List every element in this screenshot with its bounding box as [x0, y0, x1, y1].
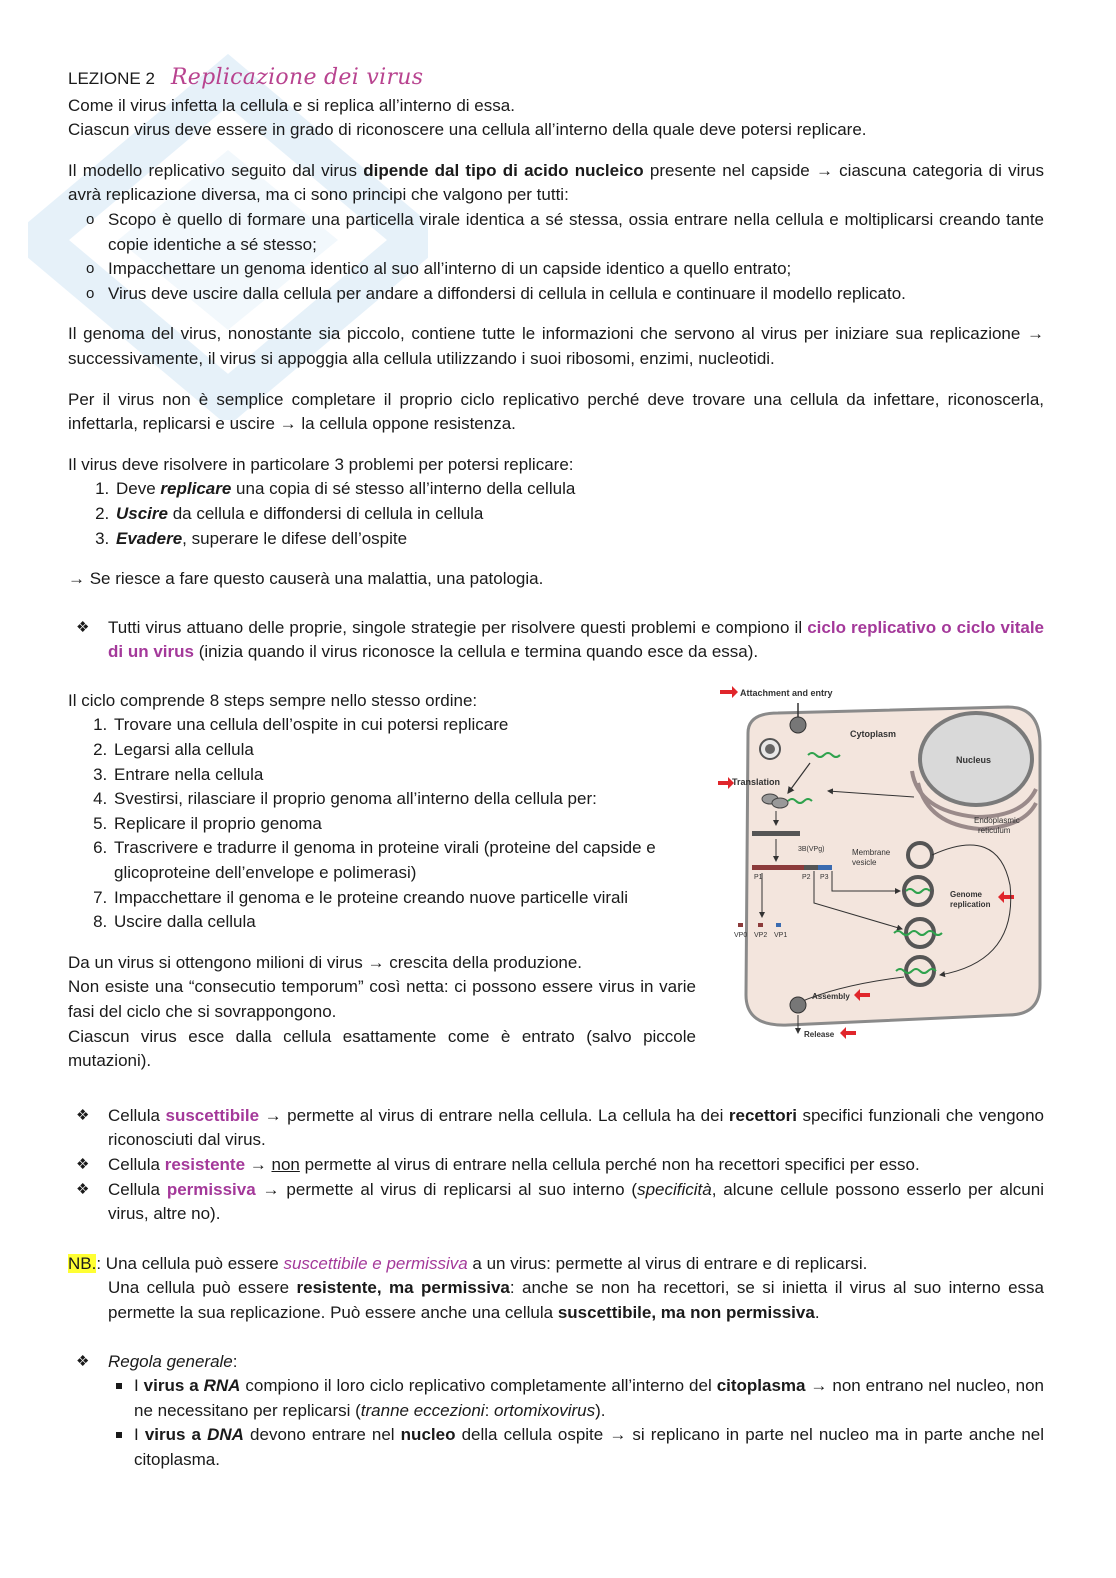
lesson-header — [68, 66, 1044, 92]
model-paragraph — [68, 159, 1044, 307]
problem-post: una copia di sé stesso all’interno della cellula — [231, 479, 576, 499]
lesson-number: LEZIONE 2 — [68, 69, 155, 88]
strategies-bullet — [68, 616, 1044, 665]
nb-l2-post: . — [814, 1302, 820, 1322]
rule-title: Regola generale — [108, 1351, 233, 1371]
label-vp0: VP0 — [734, 931, 748, 939]
cycle-text — [68, 689, 696, 1074]
rule-rna-c: RNA — [203, 1376, 241, 1396]
cell-term: resistente — [164, 1154, 246, 1174]
attachment-arrow-icon — [720, 686, 738, 698]
label-cytoplasm: Cytoplasm — [850, 728, 897, 739]
label-er-1: Endoplasmic — [974, 815, 1020, 825]
cell-post: permette al virus di entrare nella cellula perché non ha recettori specifici per esso. — [299, 1154, 920, 1174]
label-vp1: VP1 — [774, 931, 788, 939]
rule-dna-b: virus a — [144, 1425, 208, 1445]
label-genome-1: Genome — [950, 889, 983, 899]
cell-types-section — [68, 1104, 1044, 1227]
cell-pre: Cellula — [108, 1154, 165, 1174]
model-bold: dipende dal tipo di acido nucleico — [363, 160, 644, 180]
cycle-section — [68, 689, 1044, 1074]
problem-item — [114, 527, 1044, 552]
strategies-pre: Tutti virus attuano delle proprie, singole strategie per risolvere questi problemi e compiono il — [108, 617, 808, 637]
cell-post: specifici funzionali che vengono riconosciuti dal virus. — [108, 1105, 1044, 1150]
nb-line-2 — [68, 1276, 1044, 1325]
rule-rna-j: ). — [595, 1400, 606, 1420]
problems-result: → Se riesce a fare questo causerà una malattia, una patologia. — [68, 569, 544, 589]
new-virion-icon — [790, 997, 806, 1013]
cycle-step: 5. Replicare il proprio genoma — [112, 812, 696, 837]
diamond-bullet-icon: ❖ — [76, 1155, 90, 1173]
cell-mid: → permette al virus di entrare nella cellula. La cellula ha dei — [259, 1105, 729, 1125]
problems-intro: Il virus deve risolvere in particolare 3 problemi per potersi replicare: — [68, 454, 574, 474]
label-membrane-1: Membrane — [852, 847, 891, 857]
label-membrane-2: vesicle — [852, 857, 877, 867]
rule-rna-i: ortomixovirus — [494, 1400, 596, 1420]
label-p2: P2 — [802, 873, 811, 881]
rule-rna — [116, 1374, 1044, 1423]
rule-dna-d: devono entrare nel — [243, 1425, 401, 1445]
cycle-note: Non esiste una “consecutio temporum” così netta: ci possono essere virus in varie fasi del ciclo che si sovrappongono. — [68, 977, 696, 1021]
nb-l2-bold2: suscettibile, ma non permissiva — [557, 1302, 815, 1322]
cell-italic: specificità — [637, 1179, 712, 1199]
virus-particle-icon — [790, 717, 806, 733]
nb-l1-pre: : Una cellula può essere — [96, 1253, 284, 1273]
cycle-step: 1. Trovare una cellula dell’ospite in cui potersi replicare — [112, 713, 696, 738]
model-pre: Il modello replicativo seguito dal virus — [68, 160, 364, 180]
nb-tag: NB. — [68, 1253, 97, 1273]
nb-section — [68, 1252, 1044, 1326]
cycle-steps — [68, 713, 696, 934]
rule-rna-a: I — [134, 1376, 144, 1396]
rule-colon: : — [232, 1351, 238, 1371]
lesson-title: Replicazione dei virus — [170, 65, 424, 90]
cell-type-item — [68, 1104, 1044, 1153]
cell-term: suscettibile — [165, 1105, 260, 1125]
rule-section — [68, 1350, 1044, 1473]
problem-post: da cellula e diffondersi di cellula in cellula — [167, 503, 484, 523]
cycle-step: 2. Legarsi alla cellula — [112, 738, 696, 763]
intro-paragraph — [68, 94, 1044, 143]
problem-keyword: replicare — [160, 479, 232, 499]
cycle-note: Ciascun virus esce dalla cellula esattamente come è entrato (salvo piccole mutazioni). — [68, 1026, 696, 1071]
cell-term: permissiva — [166, 1179, 256, 1199]
label-genome-2: replication — [950, 899, 991, 909]
cell-mid: → — [245, 1154, 272, 1174]
model-text — [68, 159, 1044, 208]
rule-rna-h: : — [484, 1400, 495, 1420]
genome-paragraph: Il genoma del virus, nonostante sia piccolo, contiene tutte le informazioni che servono al virus per iniziare sua replicazione → successivamente, il virus si appoggia alla cellula utilizzando i suoi ribosomi, enzimi, nucleotidi. — [68, 324, 1044, 368]
cell-mid: → permette al virus di replicarsi al suo interno ( — [255, 1179, 638, 1199]
cell-pre: Cellula — [108, 1105, 166, 1125]
strategies-post: (inizia quando il virus riconosce la cellula e termina quando esce da essa). — [193, 642, 759, 662]
nb-l1-highlight: suscettibile e permissiva — [283, 1253, 468, 1273]
diamond-bullet-icon: ❖ — [76, 1352, 90, 1370]
cycle-note: Da un virus si ottengono milioni di virus → crescita della produzione. — [68, 952, 583, 972]
rule-rna-b: virus a — [143, 1376, 204, 1396]
cycle-step: 8. Uscire dalla cellula — [112, 910, 696, 935]
label-translation: Translation — [732, 776, 781, 787]
label-attachment: Attachment and entry — [740, 687, 833, 698]
label-nucleus: Nucleus — [956, 754, 992, 765]
cycle-step: 7. Impacchettare il genoma e le proteine creando nuove particelle virali — [112, 886, 696, 911]
cell-post: , alcune cellule possono esserlo per alcuni virus, altre no). — [108, 1179, 1044, 1224]
model-post: presente nel capside → ciascuna categoria di virus avrà replicazione diversa, ma ci sono principi che valgono per tutti: — [68, 160, 1044, 205]
intro-line-1: Come il virus infetta la cellula e si replica all’interno di essa. — [68, 95, 515, 115]
rule-rna-g: tranne eccezioni — [360, 1400, 485, 1420]
principles-list — [68, 208, 1044, 306]
rule-title-line — [68, 1350, 1044, 1375]
cell-underline: non — [271, 1154, 300, 1174]
rule-list — [68, 1374, 1044, 1472]
nb-l1-post: a un virus: permette al virus di entrare e di replicarsi. — [467, 1253, 868, 1273]
cell-pre: Cellula — [108, 1179, 167, 1199]
cell-bold: recettori — [728, 1105, 797, 1125]
nb-l2-mid: : anche se non ha recettori, se si inietta il virus al suo interno essa permette la sua replicazione. Può essere anche una cellula — [108, 1278, 1044, 1322]
problems-section — [68, 453, 1044, 551]
label-assembly: Assembly — [812, 991, 850, 1001]
diamond-bullet-icon: ❖ — [76, 1180, 90, 1198]
nb-l2-pre: Una cellula può essere — [108, 1278, 297, 1298]
polyprotein-bar — [752, 831, 800, 836]
replication-cycle-figure — [718, 685, 1044, 1045]
principle-item: o Virus deve uscire dalla cellula per andare a diffondersi di cellula in cellula e continuare il modello replicato. — [86, 282, 1044, 307]
label-er-2: reticulum — [978, 825, 1011, 835]
rule-dna-e: nucleo — [400, 1425, 456, 1445]
diamond-bullet-icon: ❖ — [76, 1106, 90, 1124]
rule-rna-f: → non entrano nel nucleo, non ne necessitano per replicarsi ( — [134, 1376, 1044, 1420]
intro-line-2: Ciascun virus deve essere in grado di riconoscere una cellula all’interno della quale deve potersi replicare. — [68, 120, 867, 140]
cell-type-item — [68, 1178, 1044, 1227]
cycle-step: 6. Trascrivere e tradurre il genoma in proteine virali (proteine del capside e glicoproteine dell’envelope e polimerasi) — [112, 836, 696, 885]
rule-rna-d: compiono il loro ciclo replicativo completamente all’interno del — [240, 1376, 717, 1396]
problem-post: , superare le difese dell’ospite — [182, 528, 408, 548]
release-arrow-icon — [840, 1027, 856, 1039]
p1-bar — [752, 865, 804, 870]
label-p3: P3 — [820, 873, 829, 881]
cycle-step: 3. Entrare nella cellula — [112, 763, 696, 788]
problem-keyword: Evadere — [116, 528, 183, 548]
rule-dna-c: DNA — [207, 1425, 244, 1445]
cycle-intro: Il ciclo comprende 8 steps sempre nello stesso ordine: — [68, 690, 478, 710]
rule-rna-e: citoplasma — [716, 1376, 806, 1396]
diamond-bullet-icon: ❖ — [76, 618, 90, 636]
difficulty-paragraph: Per il virus non è semplice completare il proprio ciclo replicativo perché deve trovare una cellula da infettare, riconoscerla, infettarla, replicarsi e uscire → la cellula oppone resistenza. — [68, 389, 1044, 434]
problem-item — [114, 502, 1044, 527]
problems-list — [68, 477, 1044, 551]
document-page — [68, 66, 1044, 1473]
problem-pre: Deve — [116, 479, 161, 499]
problem-item — [114, 477, 1044, 502]
label-release: Release — [804, 1029, 835, 1039]
nb-line-1 — [68, 1252, 1044, 1277]
label-vp2: VP2 — [754, 931, 768, 939]
label-vpg: 3B(VPg) — [798, 845, 825, 853]
rule-dna-f: della cellula ospite → si replicano in parte nel nucleo ma in parte anche nel citoplasma. — [134, 1425, 1044, 1469]
label-p1: P1 — [754, 873, 763, 881]
cell-type-item — [68, 1153, 1044, 1178]
problem-keyword: Uscire — [116, 503, 168, 523]
cycle-notes — [68, 951, 696, 1074]
rule-dna-a: I — [134, 1425, 145, 1445]
cycle-step: 4. Svestirsi, rilasciare il proprio genoma all’interno della cellula per: — [112, 787, 696, 812]
principle-item: o Impacchettare un genoma identico al suo all’interno di un capside identico a quello entrato; — [86, 257, 1044, 282]
nb-l2-bold: resistente, ma permissiva — [296, 1278, 510, 1298]
principle-item: o Scopo è quello di formare una particella virale identica a sé stessa, ossia entrare nella cellula e moltiplicarsi creando tante copie identiche a sé stesso; — [86, 208, 1044, 257]
rule-dna — [116, 1423, 1044, 1472]
strategies-highlight: ciclo replicativo o ciclo vitale di un virus — [108, 617, 1045, 662]
